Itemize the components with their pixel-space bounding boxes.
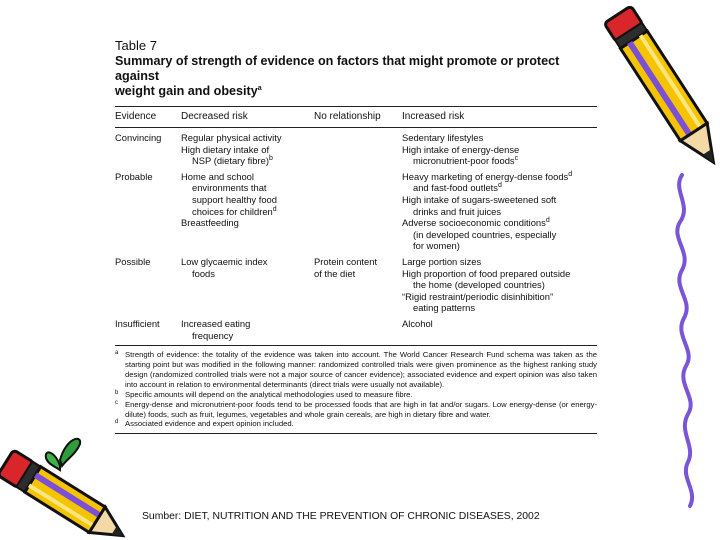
footnote-mark: c xyxy=(514,155,519,163)
table-row xyxy=(115,132,597,167)
none-risk-cell xyxy=(314,171,402,252)
cell-line: Home and school xyxy=(181,170,254,182)
footnote-mark: d xyxy=(568,170,573,178)
table-header-row xyxy=(115,107,597,127)
footnote-mark: d xyxy=(545,217,550,225)
increased-risk-cell xyxy=(402,256,597,314)
cell-line: (in developed countries, especially xyxy=(413,228,557,240)
header-increased-risk: Increased risk xyxy=(402,111,465,122)
pencil-clipart-bottom-left xyxy=(0,430,140,540)
cell-line: High intake of sugars-sweetened soft xyxy=(402,193,557,205)
table-title-line2: weight gain and obesity xyxy=(115,84,258,98)
cell-line: Protein content xyxy=(314,255,378,267)
table-row xyxy=(115,256,597,314)
increased-risk-cell xyxy=(402,171,597,252)
footnote-mark: d xyxy=(272,205,277,213)
cell-line: Increased eating xyxy=(181,317,251,329)
table-row xyxy=(115,171,597,252)
source-caption: Sumber: DIET, NUTRITION AND THE PREVENTION OF CHRONIC DISEASES, 2002 xyxy=(142,511,540,522)
cell-line: High proportion of food prepared outside xyxy=(402,267,571,279)
evidence-cell: Insufficient xyxy=(115,317,160,329)
cell-line: drinks and fruit juices xyxy=(413,205,502,217)
evidence-cell: Probable xyxy=(115,170,153,182)
header-evidence: Evidence xyxy=(115,111,157,122)
pencil-clipart-top-right xyxy=(600,0,720,540)
table-title-line1: Summary of strength of evidence on factors that might promote or protect against xyxy=(115,54,560,83)
footnotes xyxy=(115,346,597,429)
footnote-mark: b xyxy=(268,155,273,163)
cell-line: and fast-food outlets$^d$ xyxy=(413,182,502,194)
evidence-cell: Possible xyxy=(115,255,151,267)
header-no-relationship: No relationship xyxy=(314,111,381,122)
wavy-line xyxy=(677,175,692,506)
cell-line: environments that xyxy=(192,182,267,194)
cell-line: foods xyxy=(192,267,215,279)
footnote xyxy=(115,350,597,390)
increased-risk-cell xyxy=(402,318,597,341)
cell-line: Alcohol xyxy=(402,317,433,329)
cell-line: Sedentary lifestyles xyxy=(402,132,484,143)
footnote-mark: d xyxy=(497,182,502,190)
cell-line: frequency xyxy=(192,329,234,341)
footnote xyxy=(115,419,597,429)
cell-line: the home (developed countries) xyxy=(413,279,545,291)
decreased-risk-cell xyxy=(181,132,314,167)
cell-line: NSP (dietary fibre)$^b$ xyxy=(192,155,273,167)
footnote-marker: c xyxy=(115,399,118,406)
cell-line: choices for children$^d$ xyxy=(192,205,277,217)
decreased-risk-cell xyxy=(181,318,314,341)
footnote-marker: a xyxy=(115,350,119,357)
table-number: Table 7 xyxy=(115,38,157,53)
cell-line: High intake of energy-dense xyxy=(402,143,520,155)
cell-line: High dietary intake of xyxy=(181,143,270,155)
footnote xyxy=(115,390,597,400)
cell-line: for women) xyxy=(413,240,460,252)
cell-line: Breastfeeding xyxy=(181,217,239,229)
footnote xyxy=(115,400,597,420)
decreased-risk-cell xyxy=(181,256,314,314)
cell-line: Heavy marketing of energy-dense foods$^d$ xyxy=(402,170,573,182)
table-title xyxy=(115,54,597,99)
table-document xyxy=(115,38,597,434)
none-risk-cell xyxy=(314,318,402,341)
table-row xyxy=(115,318,597,341)
cell-line: “Rigid restraint/periodic disinhibition” xyxy=(402,290,554,302)
cell-line: support healthy food xyxy=(192,193,277,205)
cell-line: Adverse socioeconomic conditions$^d$ xyxy=(402,217,550,229)
none-risk-cell xyxy=(314,256,402,314)
title-footnote-mark: a xyxy=(257,84,262,92)
footnote-text: Associated evidence and expert opinion included. xyxy=(125,419,294,429)
footnote-marker: d xyxy=(115,419,119,426)
cell-line: of the diet xyxy=(314,267,356,279)
evidence-cell: Convincing xyxy=(115,132,162,143)
footnote-text: Strength of evidence: the totality of the evidence was taken into account. The World Cancer Research Fund schema was taken as the starting point but was modified in the following manner: randomized controlled trials were given prominence as the highest ranking study design (randomized controlled trials were not a major source of cancer evidence); associated evidence and expert opinion was also taken into account in relation to environmental determinants (direct trials were usually not available). xyxy=(125,350,597,389)
increased-risk-cell xyxy=(402,132,597,167)
header-decreased-risk: Decreased risk xyxy=(181,111,248,122)
footnote-text: Energy-dense and micronutrient-poor foods tend to be processed foods that are high in fat and/or sugars. Low energy-dense (or energy-dilute) foods, such as fruit, legumes, vegetables and whole grain cereals, are high in dietary fibre and water. xyxy=(125,399,597,419)
table-body xyxy=(115,128,597,341)
bottom-rule xyxy=(115,433,597,434)
cell-line: Regular physical activity xyxy=(181,132,282,143)
decreased-risk-cell xyxy=(181,171,314,252)
cell-line: eating patterns xyxy=(413,302,476,314)
footnote-marker: b xyxy=(115,389,119,396)
footnote-text: Specific amounts will depend on the analytical methodologies used to measure fibre. xyxy=(125,389,413,399)
cell-line: micronutrient-poor foods$^c$ xyxy=(413,155,519,167)
cell-line: Low glycaemic index xyxy=(181,255,268,267)
cell-line: Large portion sizes xyxy=(402,255,482,267)
none-risk-cell xyxy=(314,132,402,167)
